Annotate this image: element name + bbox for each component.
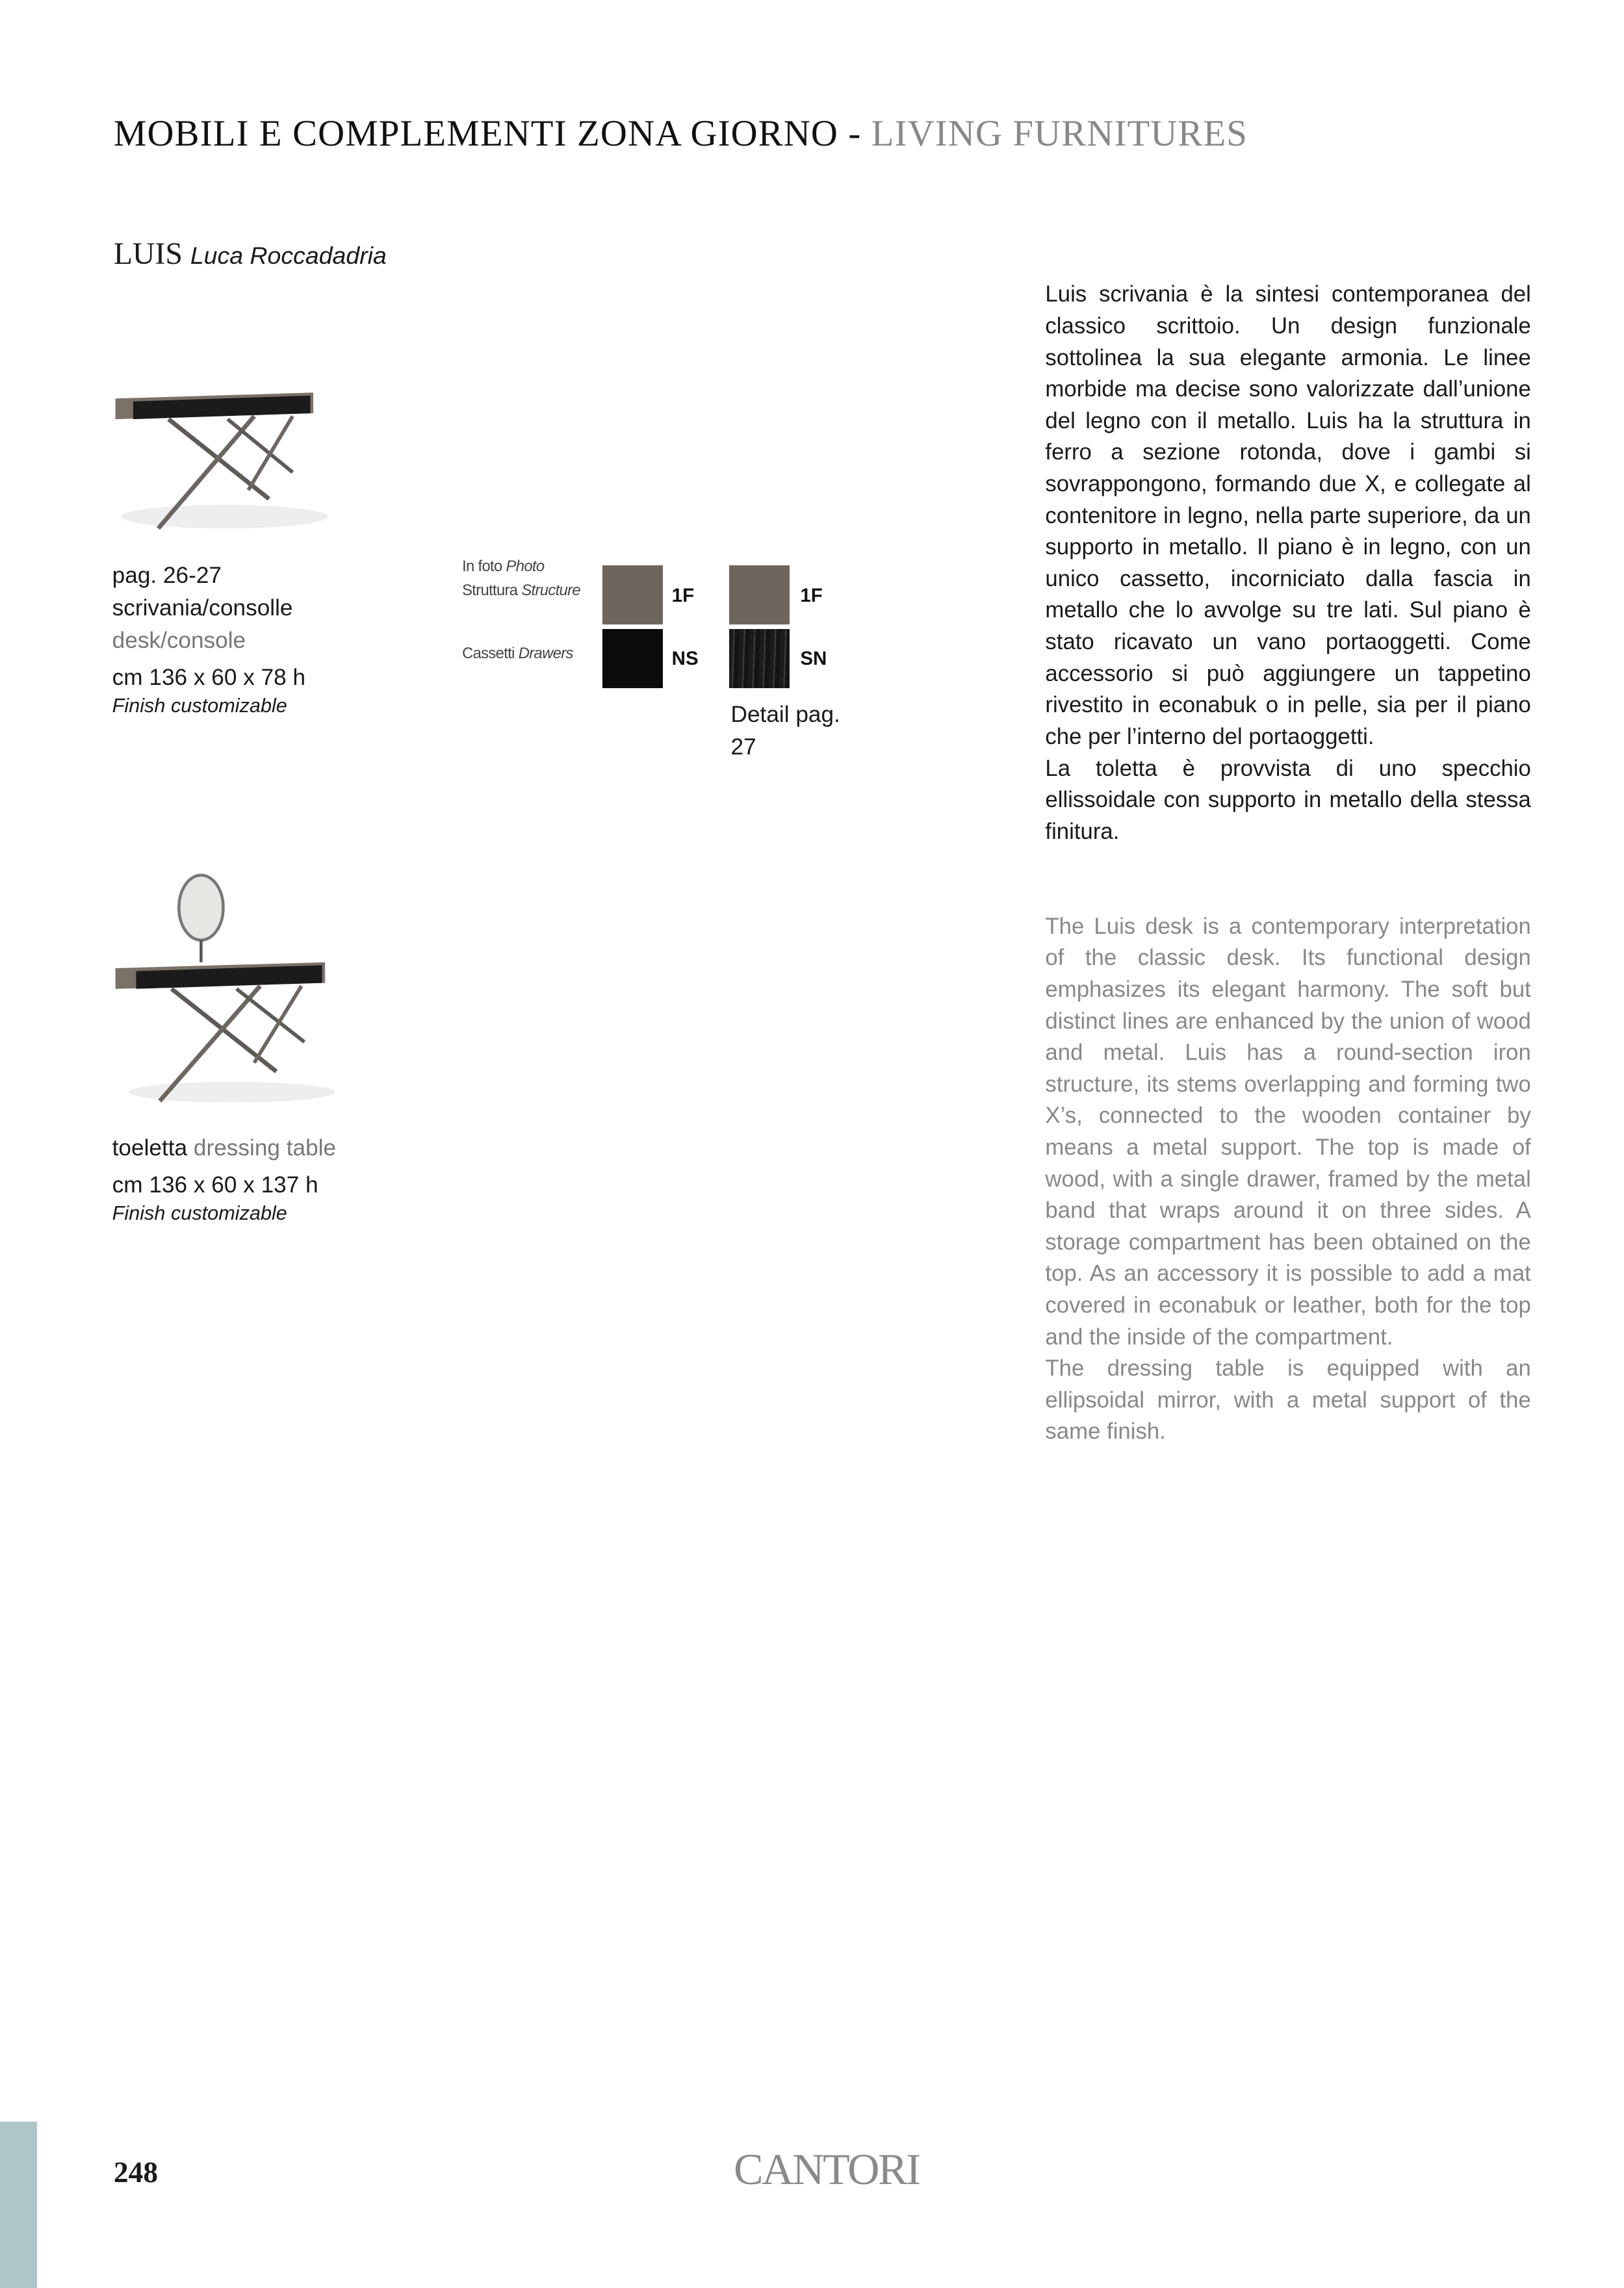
dressing-finish: Finish customizable xyxy=(112,1202,287,1225)
page-number: 248 xyxy=(113,2155,159,2189)
designer-name: Luca Roccadadria xyxy=(190,242,387,270)
desk-page-ref: pag. 26-27 xyxy=(112,563,222,588)
swatch-code: 1F xyxy=(800,584,823,606)
desk-name-it: scrivania/consolle xyxy=(112,595,293,621)
swatch-code: 1F xyxy=(671,584,695,606)
swatch-drawers-ns xyxy=(602,629,663,688)
detail-note: Detail pag. 27 xyxy=(730,701,840,760)
title-english: LIVING FURNITURES xyxy=(871,112,1248,154)
dressing-name-en: dressing table xyxy=(193,1135,337,1161)
swatch-drawers-sn xyxy=(729,629,790,688)
desk-finish: Finish customizable xyxy=(112,694,287,717)
swatch-structure-1f xyxy=(729,565,790,624)
description-it-paragraph: Luis scrivania è la sintesi contemporanea del classico scrittoio. Un design funzionale sottolinea la sua elegante armonia. Le linee morbide ma decise sono valorizzate dall’unione del legno con il metallo. Luis ha la struttura in ferro a sezione rotonda, dove i gambi si sovrappongono, formando due X, e collegate al contenitore in legno, nella parte superiore, da un supporto in metallo. Il piano è in legno, con un unico cassetto, incorniciato dalla fascia in metallo che lo avvolge su tre lati. Sul piano è stato ricavato un vano portaoggetti. Come accessorio si può aggiungere un tappetino rivestito in econabuk o in pelle, sia per il piano che per l’interno del portaoggetti. xyxy=(1045,282,1531,749)
description-english xyxy=(1045,911,1530,1448)
description-italian xyxy=(1045,279,1530,847)
description-en-paragraph: The dressing table is equipped with an ellipsoidal mirror, with a metal support of the same finish. xyxy=(1045,1356,1531,1445)
description-en-paragraph: The Luis desk is a contemporary interpretation of the classic desk. Its functional design emphasizes its elegant harmony. The soft but distinct lines are enhanced by the union of wood and metal. Luis has a round-section iron structure, its stems overlapping and forming two X’s, connected to the wooden container by means a metal support. The top is made of wood, with a single drawer, framed by the metal band that wraps around it on three sides. A storage compartment has been obtained on the top. As an accessory it is possible to add a mat covered in econabuk or leather, both for the top and the inside of the compartment. xyxy=(1045,914,1531,1350)
page-title xyxy=(114,112,1248,155)
drawers-label: Cassetti Drawers xyxy=(462,645,573,663)
description-it-paragraph: La toletta è provvista di uno specchio ellissoidale con supporto in metallo della stessa finitura. xyxy=(1045,756,1531,844)
product-name: LUIS xyxy=(113,237,183,272)
brand-logo: CANTORI xyxy=(734,2144,920,2194)
desk-info xyxy=(112,559,305,717)
product-heading xyxy=(114,236,387,272)
dressing-table-info xyxy=(112,1132,336,1225)
structure-label: In foto Photo Struttura Structure xyxy=(462,558,580,599)
swatch-code: SN xyxy=(800,648,827,670)
desk-name-en: desk/console xyxy=(112,627,246,653)
desk-image xyxy=(107,381,328,543)
title-italian: MOBILI E COMPLEMENTI ZONA GIORNO xyxy=(113,112,839,154)
section-tab xyxy=(0,2122,37,2288)
dressing-dimensions: cm 136 x 60 x 137 h xyxy=(112,1172,318,1198)
title-separator: - xyxy=(838,112,871,154)
swatch-structure-1f xyxy=(602,565,663,624)
desk-dimensions: cm 136 x 60 x 78 h xyxy=(112,664,306,690)
swatch-code: NS xyxy=(671,648,699,670)
dressing-name-it: toeletta xyxy=(112,1135,188,1161)
dressing-table-image xyxy=(107,871,342,1114)
